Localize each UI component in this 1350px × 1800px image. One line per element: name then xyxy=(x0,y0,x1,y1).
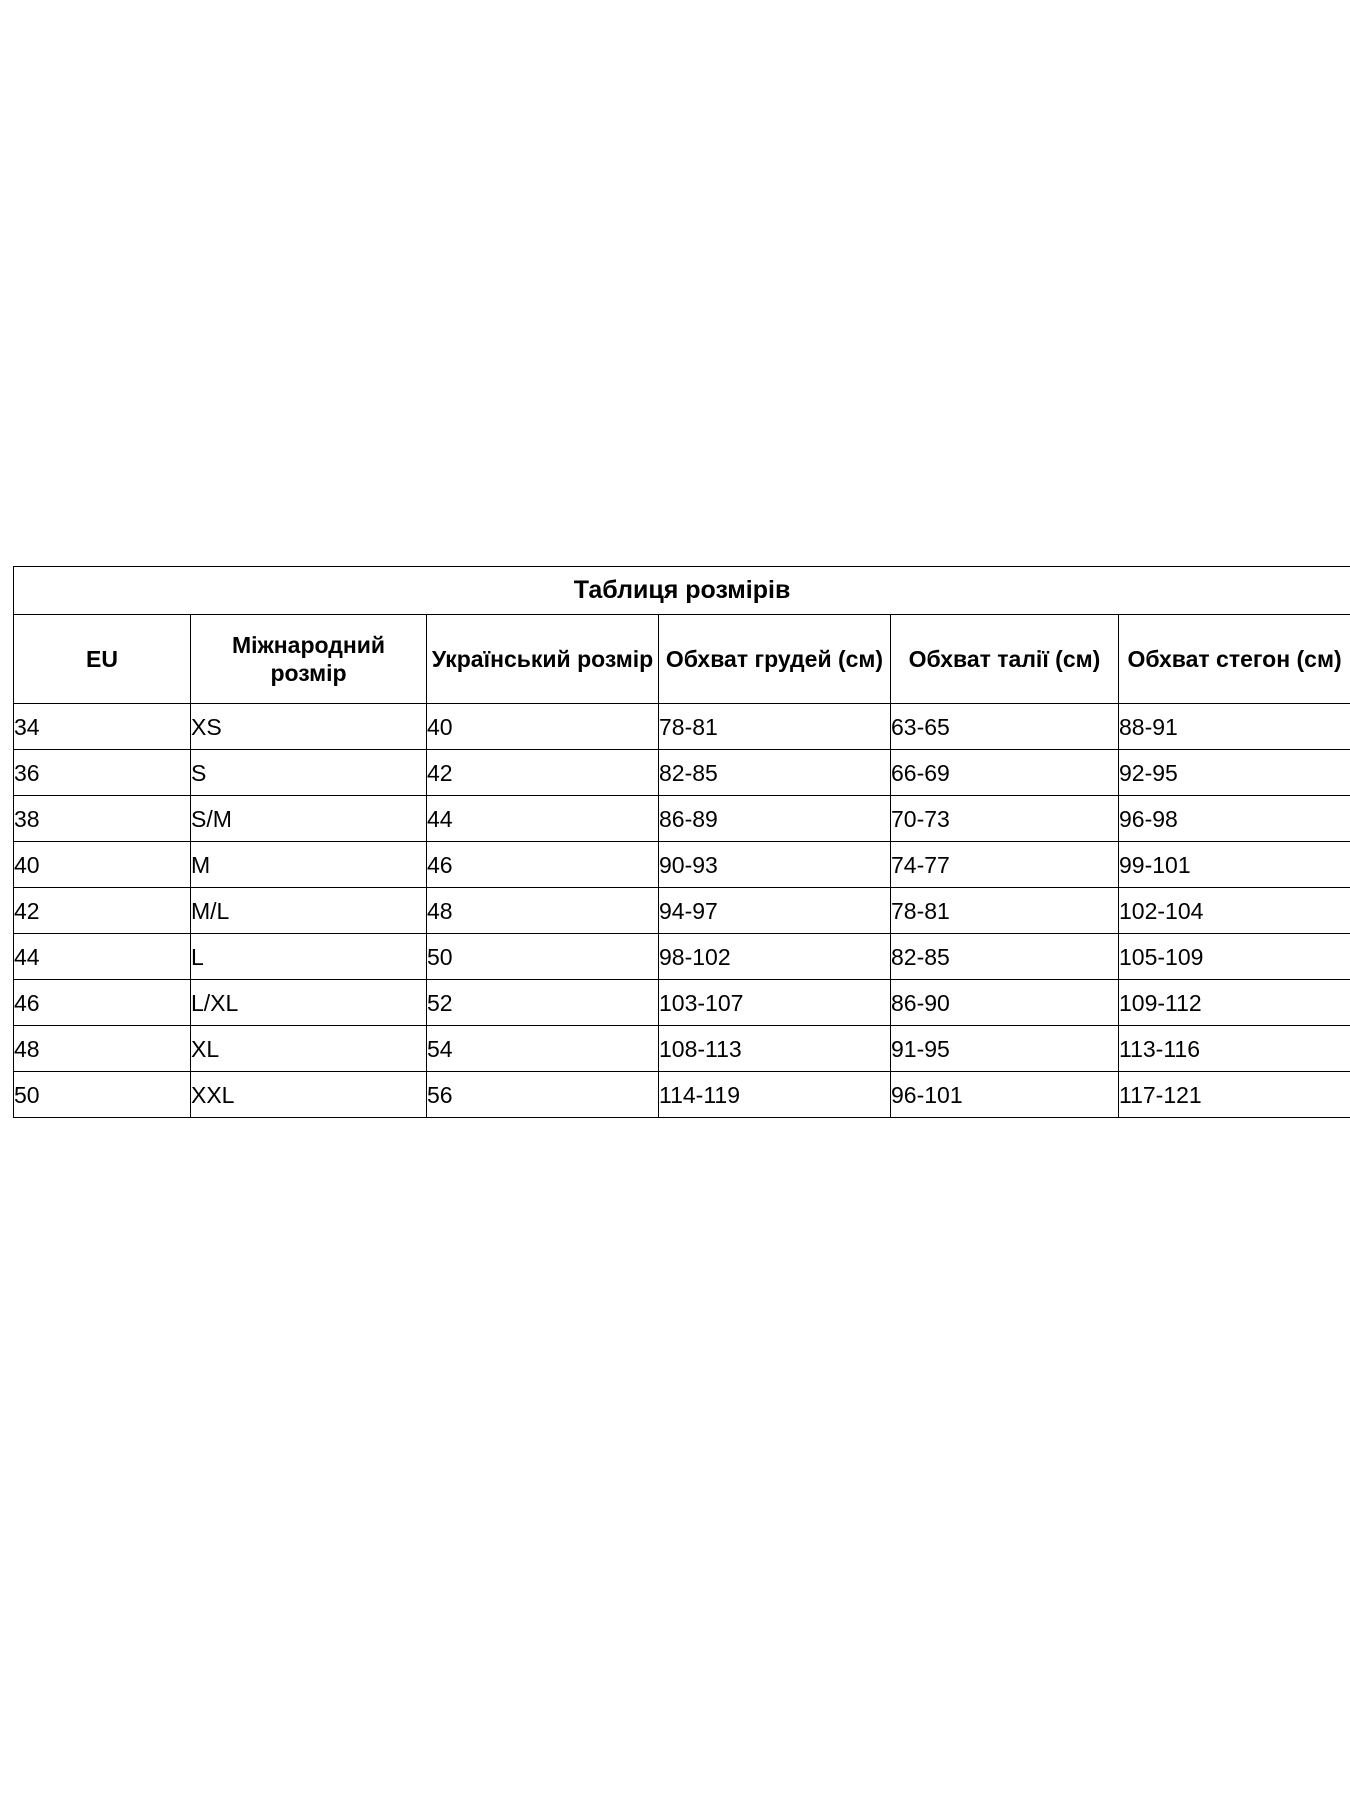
size-chart-container xyxy=(13,566,1350,1118)
cell-waist: 91-95 xyxy=(891,1026,1119,1072)
cell-chest: 114-119 xyxy=(659,1072,891,1118)
cell-chest: 78-81 xyxy=(659,704,891,750)
cell-waist: 74-77 xyxy=(891,842,1119,888)
table-header-row xyxy=(14,615,1350,704)
cell-international-size: XS xyxy=(191,704,427,750)
column-header-eu: EU xyxy=(14,615,191,704)
cell-hips: 96-98 xyxy=(1119,796,1350,842)
cell-international-size: M xyxy=(191,842,427,888)
cell-eu: 48 xyxy=(14,1026,191,1072)
table-row xyxy=(14,1026,1350,1072)
table-body xyxy=(14,567,1350,1118)
cell-chest: 82-85 xyxy=(659,750,891,796)
cell-hips: 117-121 xyxy=(1119,1072,1350,1118)
column-header-ukrainian-size: Український розмір xyxy=(427,615,659,704)
size-chart-table xyxy=(13,566,1350,1118)
table-row xyxy=(14,842,1350,888)
cell-eu: 34 xyxy=(14,704,191,750)
table-title-row xyxy=(14,567,1350,615)
cell-chest: 103-107 xyxy=(659,980,891,1026)
cell-chest: 94-97 xyxy=(659,888,891,934)
cell-international-size: S xyxy=(191,750,427,796)
table-row xyxy=(14,750,1350,796)
page-title: Таблиця розмірів xyxy=(14,567,1350,615)
column-header-waist: Обхват талії (см) xyxy=(891,615,1119,704)
column-header-hips: Обхват стегон (см) xyxy=(1119,615,1350,704)
cell-eu: 36 xyxy=(14,750,191,796)
table-row xyxy=(14,704,1350,750)
cell-ukrainian-size: 56 xyxy=(427,1072,659,1118)
cell-eu: 38 xyxy=(14,796,191,842)
cell-hips: 88-91 xyxy=(1119,704,1350,750)
cell-eu: 42 xyxy=(14,888,191,934)
cell-chest: 90-93 xyxy=(659,842,891,888)
table-row xyxy=(14,796,1350,842)
cell-international-size: M/L xyxy=(191,888,427,934)
cell-hips: 99-101 xyxy=(1119,842,1350,888)
cell-eu: 44 xyxy=(14,934,191,980)
cell-eu: 40 xyxy=(14,842,191,888)
table-row xyxy=(14,980,1350,1026)
cell-international-size: XL xyxy=(191,1026,427,1072)
cell-ukrainian-size: 54 xyxy=(427,1026,659,1072)
cell-hips: 92-95 xyxy=(1119,750,1350,796)
cell-waist: 82-85 xyxy=(891,934,1119,980)
cell-waist: 63-65 xyxy=(891,704,1119,750)
cell-hips: 109-112 xyxy=(1119,980,1350,1026)
cell-international-size: XXL xyxy=(191,1072,427,1118)
cell-chest: 108-113 xyxy=(659,1026,891,1072)
cell-waist: 70-73 xyxy=(891,796,1119,842)
cell-ukrainian-size: 40 xyxy=(427,704,659,750)
cell-waist: 78-81 xyxy=(891,888,1119,934)
cell-international-size: S/M xyxy=(191,796,427,842)
cell-ukrainian-size: 52 xyxy=(427,980,659,1026)
cell-chest: 98-102 xyxy=(659,934,891,980)
cell-waist: 96-101 xyxy=(891,1072,1119,1118)
table-row xyxy=(14,888,1350,934)
table-row xyxy=(14,1072,1350,1118)
cell-waist: 66-69 xyxy=(891,750,1119,796)
cell-international-size: L xyxy=(191,934,427,980)
cell-hips: 105-109 xyxy=(1119,934,1350,980)
cell-ukrainian-size: 42 xyxy=(427,750,659,796)
cell-hips: 102-104 xyxy=(1119,888,1350,934)
table-row xyxy=(14,934,1350,980)
cell-ukrainian-size: 44 xyxy=(427,796,659,842)
cell-ukrainian-size: 50 xyxy=(427,934,659,980)
column-header-international-size: Міжнародний розмір xyxy=(191,615,427,704)
column-header-chest: Обхват грудей (см) xyxy=(659,615,891,704)
cell-waist: 86-90 xyxy=(891,980,1119,1026)
cell-hips: 113-116 xyxy=(1119,1026,1350,1072)
cell-ukrainian-size: 48 xyxy=(427,888,659,934)
cell-ukrainian-size: 46 xyxy=(427,842,659,888)
cell-chest: 86-89 xyxy=(659,796,891,842)
cell-international-size: L/XL xyxy=(191,980,427,1026)
cell-eu: 46 xyxy=(14,980,191,1026)
cell-eu: 50 xyxy=(14,1072,191,1118)
